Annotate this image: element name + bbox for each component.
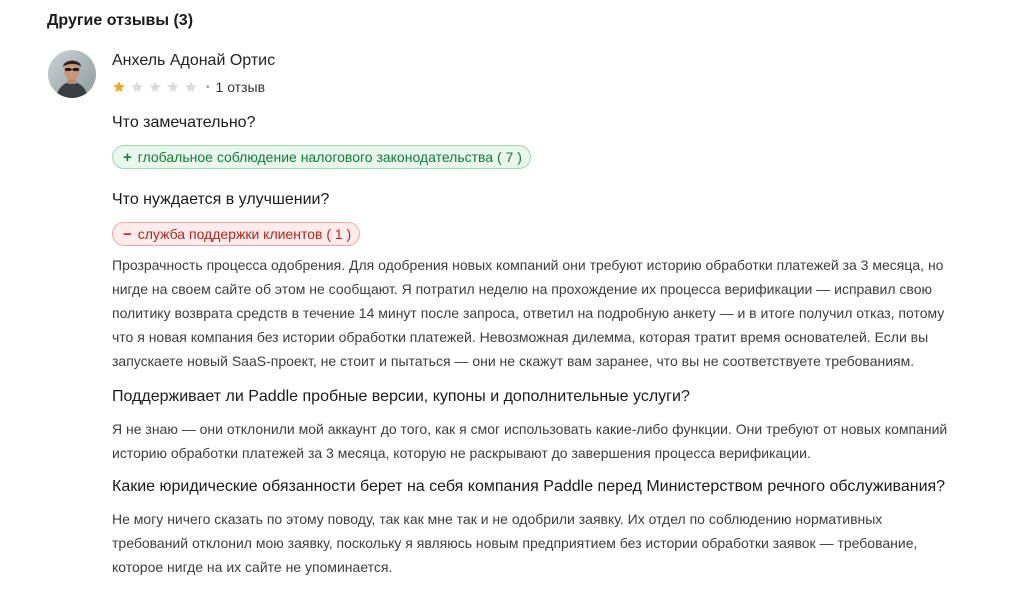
qa-answer: Не могу ничего сказать по этому поводу, так как мне так и не одобрили заявку. Их отдел по соблюдению нормативных требований отклонил мою заявку, поскольку я являюсь новым предприятием без истории обработки заявок — требование, которое нигде на их сайте не упоминается.: [112, 511, 918, 575]
section-title: Другие отзывы (3): [47, 12, 194, 29]
star-empty-icon: [130, 80, 144, 94]
pros-tag[interactable]: [112, 145, 531, 169]
review-body: Прозрачность процесса одобрения. Для одобрения новых компаний они требуют историю обработки платежей за 3 месяца, но нигде на своем сайте об этом не сообщают. Я потратил неделю на прохождение их процесса верификации — исправил свою политику возврата средств в течение 14 минут после запроса, ответил на подробную анкету — и в итоге получил отказ, потому что я новая компания без истории обработки платежей. Невозможная дилемма, которая тратит время основателей. Если вы запускаете новый SaaS-проект, не стоит и пытаться — они не скажут вам заранее, что вы не соответствуете требованиям.: [112, 257, 945, 369]
cons-heading: Что нуждается в улучшении?: [112, 191, 330, 208]
qa-question: Поддерживает ли Paddle пробные версии, купоны и дополнительные услуги?: [112, 388, 690, 405]
review-card: [112, 50, 962, 579]
star-empty-icon: [148, 80, 162, 94]
star-filled-icon: [112, 80, 126, 94]
minus-icon: −: [123, 225, 132, 243]
pros-heading: Что замечательно?: [112, 114, 256, 131]
pros-tag-label: глобальное соблюдение налогового законодательства ( 7 ): [137, 149, 522, 165]
avatar-photo-icon: [48, 50, 96, 98]
star-rating: [112, 80, 198, 94]
star-empty-icon: [166, 80, 180, 94]
review-count: 1 отзыв: [215, 79, 266, 95]
qa-answer: Я не знаю — они отклонили мой аккаунт до того, как я смог использовать какие-либо функции. Они требуют от новых компаний историю обработки платежей за 3 месяца, которую не раскрывают до завершения процесса верификации.: [112, 421, 948, 461]
qa-question: Какие юридические обязанности берет на себя компания Paddle перед Министерством речного обслуживания?: [112, 478, 946, 495]
cons-tag[interactable]: [112, 222, 360, 246]
star-empty-icon: [184, 80, 198, 94]
avatar[interactable]: [48, 50, 96, 98]
separator-dot: •: [206, 81, 210, 93]
rating-row: [112, 78, 962, 96]
author-name[interactable]: Анхель Адонай Ортис: [112, 52, 276, 69]
plus-icon: +: [123, 148, 132, 166]
cons-tag-label: служба поддержки клиентов ( 1 ): [137, 226, 352, 242]
